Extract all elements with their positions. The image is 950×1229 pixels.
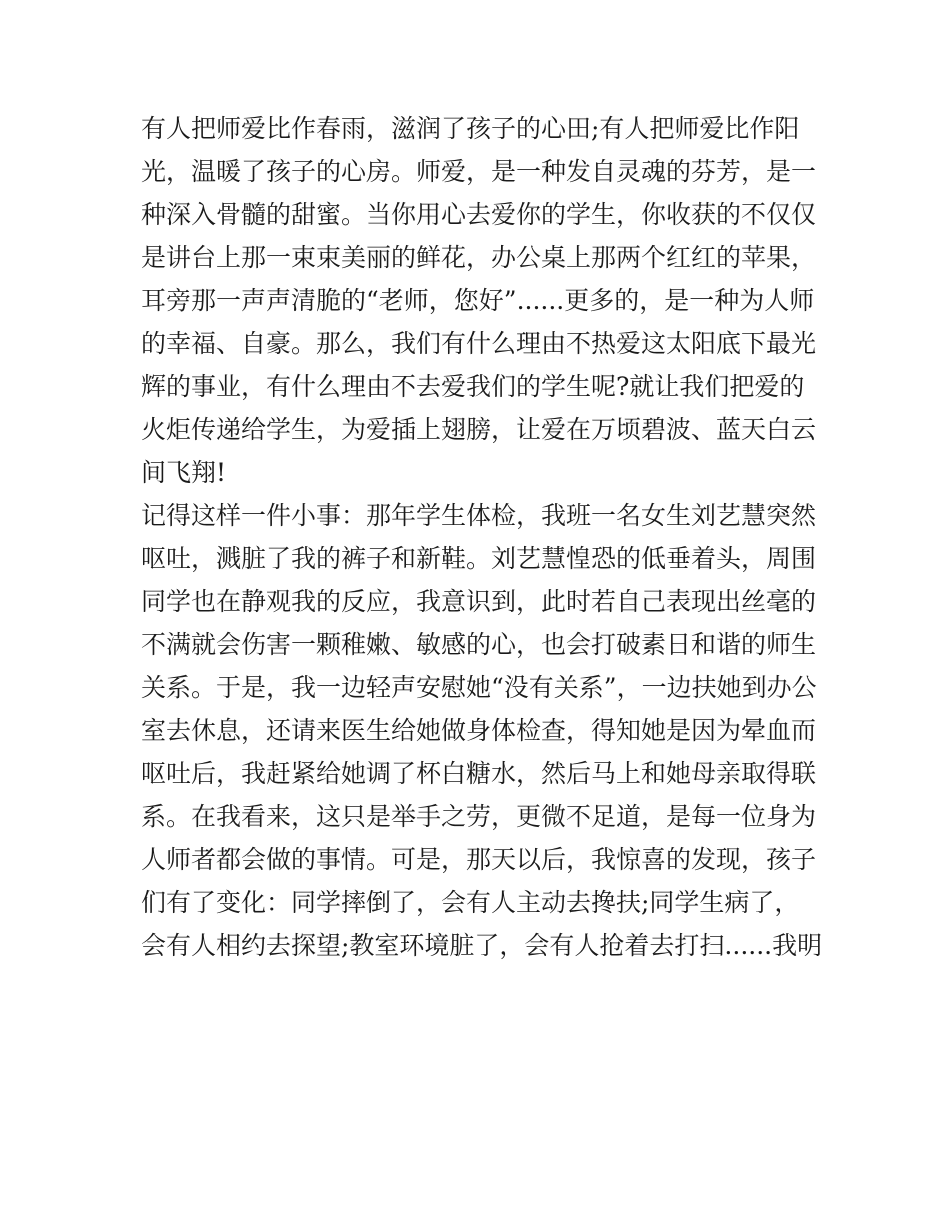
text-line: 有人把师爱比作春雨，滋润了孩子的心田;有人把师爱比作阳 — [141, 114, 800, 143]
text-line: 辉的事业，有什么理由不去爱我们的学生呢?就让我们把爱的 — [141, 372, 805, 401]
text-line: 呕吐后，我赶紧给她调了杯白糖水，然后马上和她母亲取得联 — [141, 759, 817, 788]
text-line: 人师者都会做的事情。可是，那天以后，我惊喜的发现，孩子 — [141, 845, 817, 874]
text-line: 们有了变化：同学摔倒了，会有人主动去搀扶;同学生病了， — [141, 888, 800, 917]
text-line: 耳旁那一声声清脆的“老师，您好”......更多的，是一种为人师 — [141, 286, 815, 315]
text-line: 系。在我看来，这只是举手之劳，更微不足道，是每一位身为 — [141, 802, 817, 831]
text-line: 火炬传递给学生，为爱插上翅膀，让爱在万顷碧波、蓝天白云 — [141, 415, 817, 444]
text-line: 同学也在静观我的反应，我意识到，此时若自己表现出丝毫的 — [141, 587, 817, 616]
text-line: 是讲台上那一束束美丽的鲜花，办公桌上那两个红红的苹果， — [141, 243, 817, 272]
text-line: 的幸福、自豪。那么，我们有什么理由不热爱这太阳底下最光 — [141, 329, 817, 358]
body-text — [141, 107, 821, 967]
text-line: 种深入骨髓的甜蜜。当你用心去爱你的学生，你收获的不仅仅 — [141, 200, 817, 229]
text-line: 间飞翔! — [141, 458, 227, 487]
text-line: 光，温暖了孩子的心房。师爱，是一种发自灵魂的芬芳，是一 — [141, 157, 817, 186]
text-line: 室去休息，还请来医生给她做身体检查，得知她是因为晕血而 — [141, 716, 817, 745]
text-line: 记得这样一件小事：那年学生体检，我班一名女生刘艺慧突然 — [141, 501, 817, 530]
text-line: 呕吐，溅脏了我的裤子和新鞋。刘艺慧惶恐的低垂着头，周围 — [141, 544, 817, 573]
text-line: 不满就会伤害一颗稚嫩、敏感的心，也会打破素日和谐的师生 — [141, 630, 817, 659]
text-line: 会有人相约去探望;教室环境脏了，会有人抢着去打扫......我明 — [141, 931, 823, 960]
text-line: 关系。于是，我一边轻声安慰她“没有关系”，一边扶她到办公 — [141, 673, 817, 702]
